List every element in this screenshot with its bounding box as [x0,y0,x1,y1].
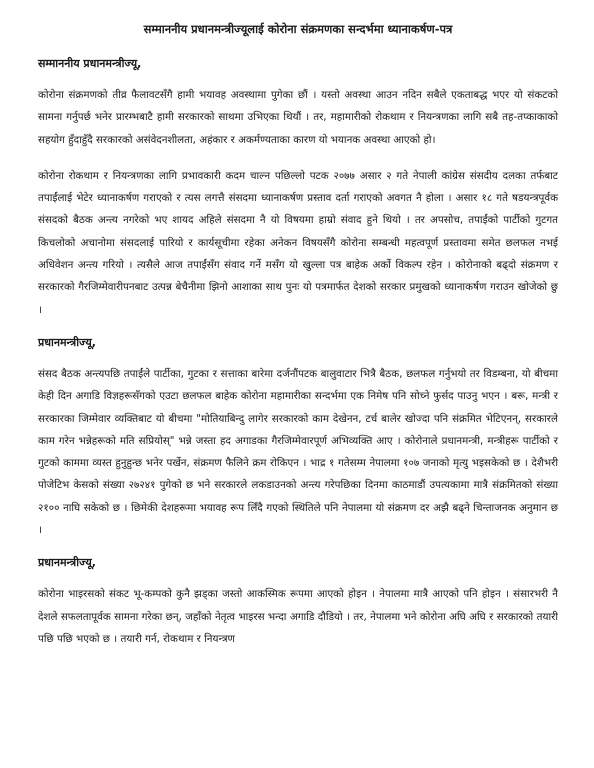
salutation: सम्माननीय प्रधानमन्त्रीज्यू, [38,57,142,70]
paragraph-section-1: संसद बैठक अन्त्यपछि तपाईंले पार्टीका, गुटका र सत्ताका बारेमा दर्जनौंपटक बालुवाटार भित्रै बैठक, छलफल गर्नुभयो तर विडम्बना, यो बीचमा केही दिन अगाडि विज्ञहरूसँगको एउटा छलफल बाहेक कोरोना महामारीका सन्दर्भमा एक निमेष पनि सोच्ने फुर्सद पाउनु भएन । बरू, मन्त्री र सरकारका जिम्मेवार व्यक्तिबाट यो बीचमा "मोतियाबिन्दु लागेर सरकारको काम देखेनन, टर्च बालेर खोज्दा पनि संक्रमित भेटिएनन्, सरकारले काम गरेन भन्नेहरूको मति सप्रियोस्" भन्ने जस्ता हद अगाडका गैरजिम्मेवारपूर्ण अभिव्यक्ति आए । कोरोनाले प्रधानमन्त्री, मन्त्रीहरू पार्टीको र गुटको काममा व्यस्त हुनुहुन्छ भनेर पर्खेन, संक्रमण फैलिने क्रम रोकिएन । भाद्र १ गतेसम्म नेपालमा १०७ जनाको मृत्यु भइसकेको छ । देशैभरी पोजेटिभ केसको संख्या २७२४१ पुगेको छ भने सरकारले लकडाउनको अन्त्य गरेपछिका दिनमा काठमाडौं उपत्यकामा मात्रै संक्रमितको संख्या २१०० नाघि सकेको छ । छिमेकी देशहरूमा भयावह रूप लिँदै गएको स्थितिले पनि नेपालमा यो संक्रमण दर अझै बढ्ने चिन्ताजनक अनुमान छ । [38,367,558,537]
paragraph-section-2: कोरोना भाइरसको संकट भू-कम्पको कुनै झड्का जस्तो आकस्मिक रूपमा आएको होइन । नेपालमा मात्रै आएको पनि होइन । संसारभरी नै देशले सफलतापूर्वक सामना गरेका छन्, जहाँको नेतृत्व भाइरस भन्दा अगाडि दौडियो । तर, नेपालमा भने कोरोना अघि अघि र सरकारको तयारी पछि पछि भएको छ । तयारी गर्न, रोकथाम र नियन्त्रण [38,588,558,645]
section-heading-2: प्रधानमन्त्रीज्यू, [38,556,96,570]
section-heading-1: प्रधानमन्त्रीज्यू, [38,335,96,349]
paragraph-intro-1: कोरोना संक्रमणको तीव्र फैलावटसँगै हामी भयावह अवस्थामा पुगेका छौं । यस्तो अवस्था आउन नदिन सबैले एकताबद्ध भएर यो संकटको सामना गर्नुपर्छ भनेर प्रारम्भबाटै हामी सरकारको साथमा उभिएका थियौं । तर, महामारीको रोकथाम र नियन्त्रणका लागि सबै तह-तप्काकाको सहयोग हुँदाहुँदै सरकारको असंवेदनशीलता, अहंकार र अकर्मण्यताका कारण यो भयानक अवस्था आएको हो। [38,89,558,146]
document-title: सम्माननीय प्रधानमन्त्रीज्यूलाई कोरोना संक्रमणका सन्दर्भमा ध्यानाकर्षण-पत्र [143,22,453,36]
paragraph-intro-2: कोरोना रोकथाम र नियन्त्रणका लागि प्रभावकारी कदम चाल्न पछिल्लो पटक २०७७ असार २ गते नेपाली कांग्रेस संसदीय दलका तर्फबाट तपाईंलाई भेटेर ध्यानाकर्षण गराएको र त्यस लगत्तै संसदमा ध्यानाकर्षण प्रस्ताव दर्ता गराएको अवगत नै होला । असार १८ गते षडयन्त्रपूर्वक संसदको बैठक अन्त्य नगरेको भए शायद अहिले संसदमा नै यो विषयमा हाम्रो संवाद हुने थियो । तर अपसोच, तपाईंको पार्टीको गुटगत किचलोको अचानोमा संसदलाई पारियो र कार्यसूचीमा रहेका अनेकन विषयसँगै कोरोना सम्बन्धी महत्वपूर्ण प्रस्तावमा समेत छलफल नभई अधिवेशन अन्त्य गरियो । त्यसैले आज तपाईंसँग संवाद गर्ने मसँग यो खुल्ला पत्र बाहेक अर्को विकल्प रहेन । कोरोनाको बढ्दो संक्रमण र सरकारको गैरजिम्मेवारीपनबाट उत्पन्न बेचैनीमा झिनो आशाका साथ पुनः यो पत्रमार्फत देशको सरकार प्रमुखको ध्यानाकर्षण गराउन खोजेको छु । [38,169,558,316]
